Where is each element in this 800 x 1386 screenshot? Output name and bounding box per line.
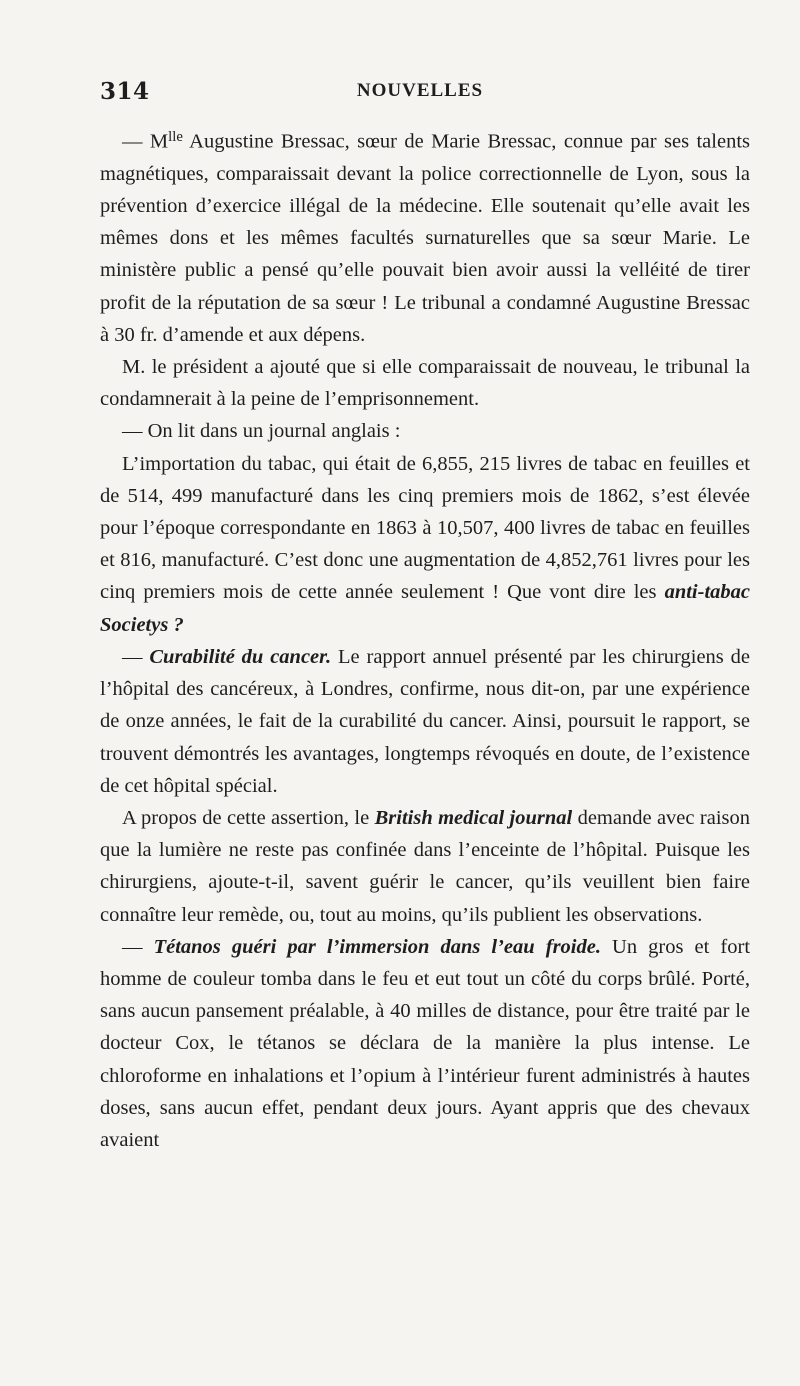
text-run: Le rapport annuel présenté par les chirurgiens de l’hôpital des cancéreux, à Londres, confirme, nous dit-on, par une expérience de onze années, le fait de la curabilité du cancer. Ainsi, poursuit le rapport, se trouvent démontrés les avantages, longtemps révoqués en doute, de l’existence de cet hôpital spécial.	[100, 645, 750, 797]
paragraph-bressac	[100, 121, 750, 351]
text-run: L’importation du tabac, qui était de 6,855, 215 livres de tabac en feuilles et de 514, 499 manufacturé dans les cinq premiers mois de 1862, s’est élevée pour l’époque correspondante en 1863 à 10,507, 400 livres de tabac en feuilles et 816, manufacturé. C’est donc une augmentation de 4,852,761 livres pour les cinq premiers mois de cette année seulement ! Que vont dire les	[100, 452, 750, 604]
italic-run: anti-tabac Societys ?	[100, 581, 750, 636]
paragraph-president	[100, 351, 750, 415]
running-title: NOUVELLES	[356, 80, 484, 101]
italic-run: Curabilité du cancer.	[149, 645, 332, 668]
paragraph-journal-anglais	[100, 415, 750, 447]
text-run: demande avec raison que la lumière ne reste pas confinée dans l’enceinte de l’hôpital. Puisque les chirurgiens, ajoute-t-il, savent guérir le cancer, qu’ils veuillent bien faire connaître leur remède, ou, tout au moins, qu’ils publient les observations.	[100, 806, 750, 926]
text-run: —	[122, 935, 154, 958]
text-run: Augustine Bressac, sœur de Marie Bressac, connue par ses talents magnétiques, comparaissait devant la police correctionnelle de Lyon, sous la prévention d’exercice illégal de la médecine. Elle soutenait qu’elle avait les mêmes dons et les mêmes facultés surnaturelles que sa sœur Marie. Le ministère public a pensé qu’elle pouvait bien avoir aussi la velléité de tirer profit de la réputation de sa sœur ! Le tribunal a condamné Augustine Bressac à 30 fr. d’amende et aux dépens.	[100, 130, 750, 346]
text-run: Un gros et fort homme de couleur tomba dans le feu et eut tout un côté du corps brûlé. Porté, sans aucun pansement préalable, à 40 milles de distance, pour être traité par le docteur Cox, le tétanos se déclara de la manière la plus intense. Le chloroforme en inhalations et l’opium à l’intérieur furent administrés à hautes doses, sans aucun effet, pendant deux jours. Ayant appris que des chevaux avaient	[100, 935, 751, 1151]
paragraph-cancer	[100, 641, 750, 802]
text-run: — M	[122, 130, 169, 153]
italic-run: Tétanos guéri par l’immersion dans l’eau froide.	[153, 935, 601, 958]
paragraph-tabac	[100, 448, 750, 641]
text-run: A propos de cette assertion, le	[122, 806, 375, 829]
text-run: — On lit dans un journal anglais :	[122, 420, 401, 443]
paragraph-tetanos	[100, 931, 750, 1156]
italic-run: British medical journal	[374, 806, 573, 829]
page-header	[100, 78, 740, 108]
text-run: M. le président a ajouté que si elle comparaissait de nouveau, le tribunal la condamnerait à la peine de l’emprisonnement.	[100, 356, 750, 411]
paragraph-british-journal	[100, 802, 750, 931]
superscript-run: lle	[168, 129, 183, 145]
page-number: 314	[100, 78, 150, 105]
body-text	[100, 121, 750, 1156]
text-run: —	[122, 645, 150, 668]
